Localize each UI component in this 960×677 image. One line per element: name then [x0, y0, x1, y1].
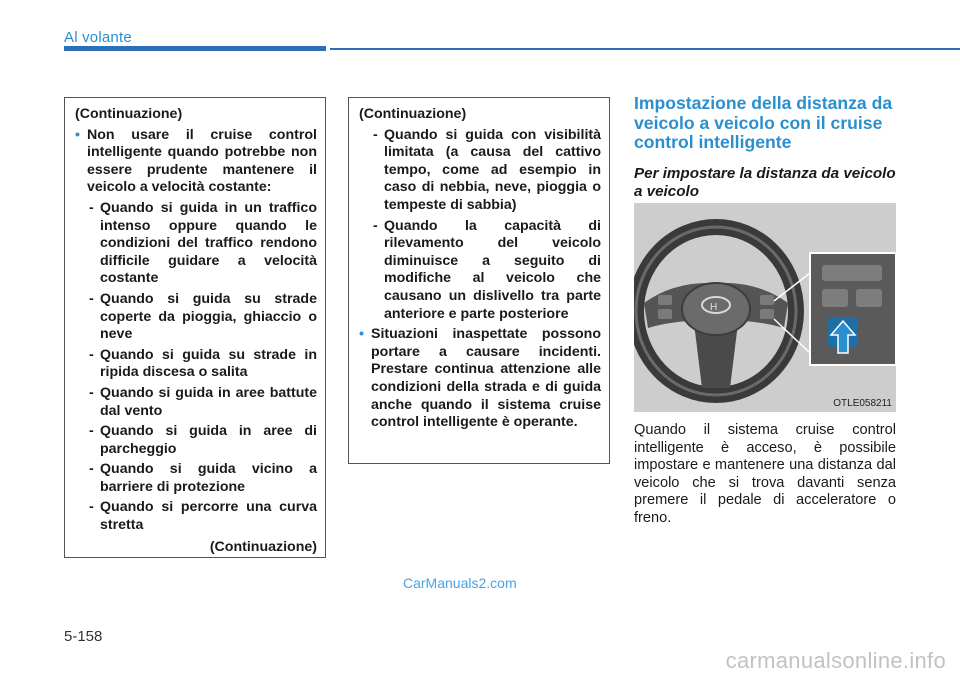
continuation-label: (Continuazione)	[75, 106, 183, 122]
steering-wheel-figure	[634, 203, 896, 412]
section-heading: Impostazione della distanza da veicolo a veicolo con il cruise control intelligente	[634, 93, 893, 152]
dash-item: - Quando si guida su strade coperte da pioggia, ghiaccio o neve	[89, 290, 317, 343]
dash-item-text: Quando si guida su strade coperte da pioggia, ghiaccio o neve	[100, 290, 317, 343]
dash-item: - Quando si percorre una curva stretta	[89, 499, 317, 534]
bullet-icon: •	[75, 126, 80, 143]
header-rule-thin	[330, 48, 960, 50]
header-rule-thick	[64, 46, 326, 51]
dash-item-text: Quando la capacità di rilevamento del veicolo diminuisce a seguito di modifiche al veicolo che causano un dislivello tra parte anteriore e parte posteriore	[384, 217, 601, 322]
dash-item-text: Quando si guida su strade in ripida discesa o salita	[100, 346, 317, 381]
bullet-item	[75, 127, 317, 197]
watermark-text: CarManuals2.com	[403, 575, 517, 591]
dash-item: - Quando si guida in aree di parcheggio	[89, 423, 317, 457]
page-number: 5-158	[64, 628, 103, 645]
right-column	[634, 94, 896, 213]
dash-item: - Quando si guida in aree battute dal vento	[89, 384, 317, 419]
continuation-label-end: (Continuazione)	[209, 538, 317, 555]
dash-item: - Quando si guida in un traffico intenso oppure quando le condizioni del traffico rendono difficile guidare a velocità costante	[89, 199, 317, 287]
dash-item: - Quando si guida con visibilità limitata (a causa del cattivo tempo, come ad esempio in caso di nebbia, neve, pioggia o tempeste di sabbia)	[373, 126, 601, 213]
figure-code: OTLE058211	[833, 398, 892, 409]
svg-text:H: H	[710, 302, 718, 313]
dash-item: - Quando si guida su strade in ripida discesa o salita	[89, 346, 317, 381]
continuation-label: (Continuazione)	[359, 106, 467, 122]
section-subheading: Per impostare la distanza da veicolo a veicolo	[634, 164, 896, 200]
body-paragraph: Quando il sistema cruise control intelligente è acceso, è possibile impostare e mantenere una distanza dal veicolo che si trova davanti senza premere il pedale di acceleratore o freno.	[634, 422, 896, 526]
section-title: Al volante	[64, 29, 132, 46]
steering-wheel-illustration	[634, 203, 896, 412]
bullet-item	[359, 326, 601, 432]
dash-item-text: Quando si guida in aree di parcheggio	[100, 423, 317, 457]
bullet-icon: •	[359, 326, 364, 343]
dash-item: - Quando la capacità di rilevamento del veicolo diminuisce a seguito di modifiche al veicolo che causano un dislivello tra parte anteriore e parte posteriore	[373, 217, 601, 322]
footer-watermark: carmanualsonline.info	[725, 648, 946, 673]
caution-box-right	[348, 97, 610, 464]
bullet-text: Non usare il cruise control intelligente quando potrebbe non essere prudente mantenere il veicolo a velocità costante:	[87, 126, 317, 196]
dash-item-text: Quando si percorre una curva stretta	[100, 499, 317, 534]
dash-item: - Quando si guida vicino a barriere di protezione	[89, 461, 317, 495]
dash-item-text: Quando si guida vicino a barriere di protezione	[100, 461, 317, 495]
dash-item-text: Quando si guida in aree battute dal vento	[100, 384, 317, 419]
caution-box-left	[64, 97, 326, 558]
dash-item-text: Quando si guida con visibilità limitata (a causa del cattivo tempo, come ad esempio in caso di nebbia, neve, pioggia o tempeste di sabbia)	[384, 126, 601, 213]
dash-item-text: Quando si guida in un traffico intenso oppure quando le condizioni del traffico rendono difficile guidare a velocità costante	[100, 199, 317, 287]
bullet-text: Situazioni inaspettate possono portare a causare incidenti. Prestare continua attenzione alle condizioni della strada e di guida anche quando il sistema cruise control intelligente è operante.	[371, 326, 601, 431]
